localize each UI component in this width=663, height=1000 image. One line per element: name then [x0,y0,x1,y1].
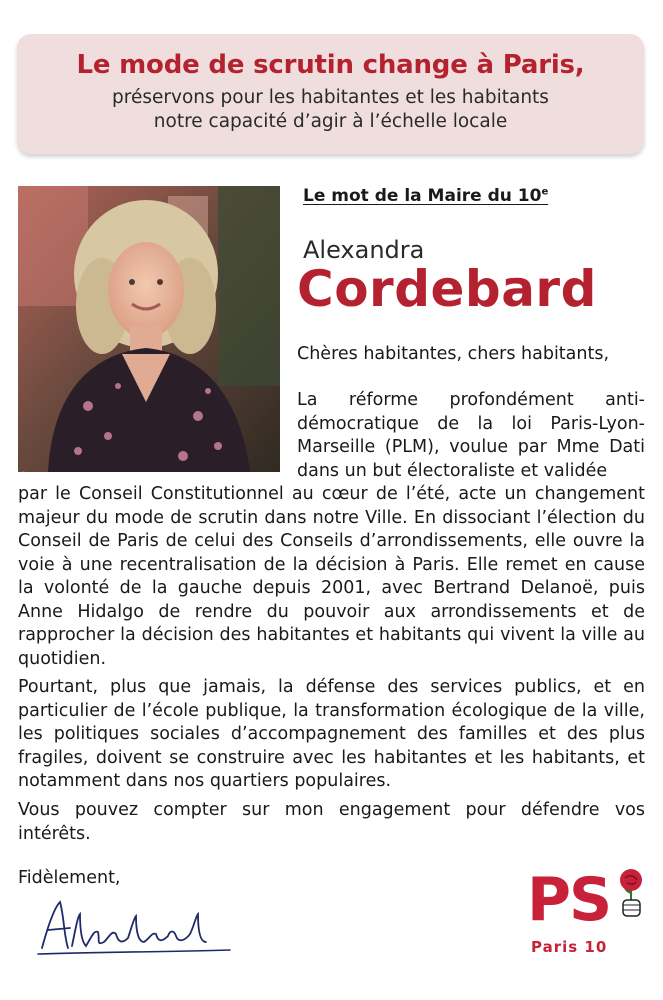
salutation: Chères habitantes, chers habitants, [297,344,610,364]
portrait-illustration [18,186,280,472]
paragraph-1-top: La réforme profondément anti-démocratique de la loi Paris-Lyon-Marseille (PLM), voulue par Mme Dati dans un but électoraliste et validée [297,390,645,481]
author-first-name: Alexandra [303,236,425,264]
banner-subtitle-line2: notre capacité d’agir à l’échelle locale [153,111,508,132]
ps-logo-text: PS [527,865,611,935]
banner-title: Le mode de scrutin change à Paris, [76,50,585,80]
closing: Fidèlement, [18,868,121,888]
ps-paris-10-logo [527,866,653,966]
letter-heading [303,186,548,206]
rose-in-fist-icon [611,866,651,918]
letter-heading-text: Le mot de la Maire du 10 [303,186,542,206]
mayor-portrait-photo [18,186,280,558]
header-banner [17,34,644,154]
letter-heading-superscript: e [541,186,549,198]
author-last-name: Cordebard [297,260,597,318]
signature-icon [34,896,234,962]
handwritten-signature [34,896,234,966]
paragraph-1-rest: par le Conseil Constitutionnel au cœur de l’été, acte un changement majeur du mode de scrutin dans notre Ville. En dissociant l’élection du Conseil de Paris de celui des Conseils d’arrondissements, elle ouvre la voie à une recentralisation de la décision à Paris. Elle remet en cause la volonté de la gauche depuis 2001, avec Bertrand Delanoë, puis Anne Hidalgo de rendre du pouvoir aux arrondissements et de rapprocher la décision des habitantes et habitants qui vivent la ville au quotidien. [18,484,645,669]
paragraph-2: Pourtant, plus que jamais, la défense des services publics, et en particulier de l’école publique, la transformation écologique de la ville, les politiques sociales d’accompagnement des familles et des plus fragiles, doivent se construire avec les habitantes et les habitants, et notamment dans nos quartiers populaires. [18,677,645,791]
photo-credit: © Mathieu Delmestre [19,471,28,558]
paragraph-3: Vous pouvez compter sur mon engagement pour défendre vos intérêts. [18,800,645,844]
banner-subtitle [17,86,644,134]
ps-logo-city: Paris 10 [531,938,608,956]
banner-subtitle-line1: préservons pour les habitantes et les habitants [112,87,549,108]
